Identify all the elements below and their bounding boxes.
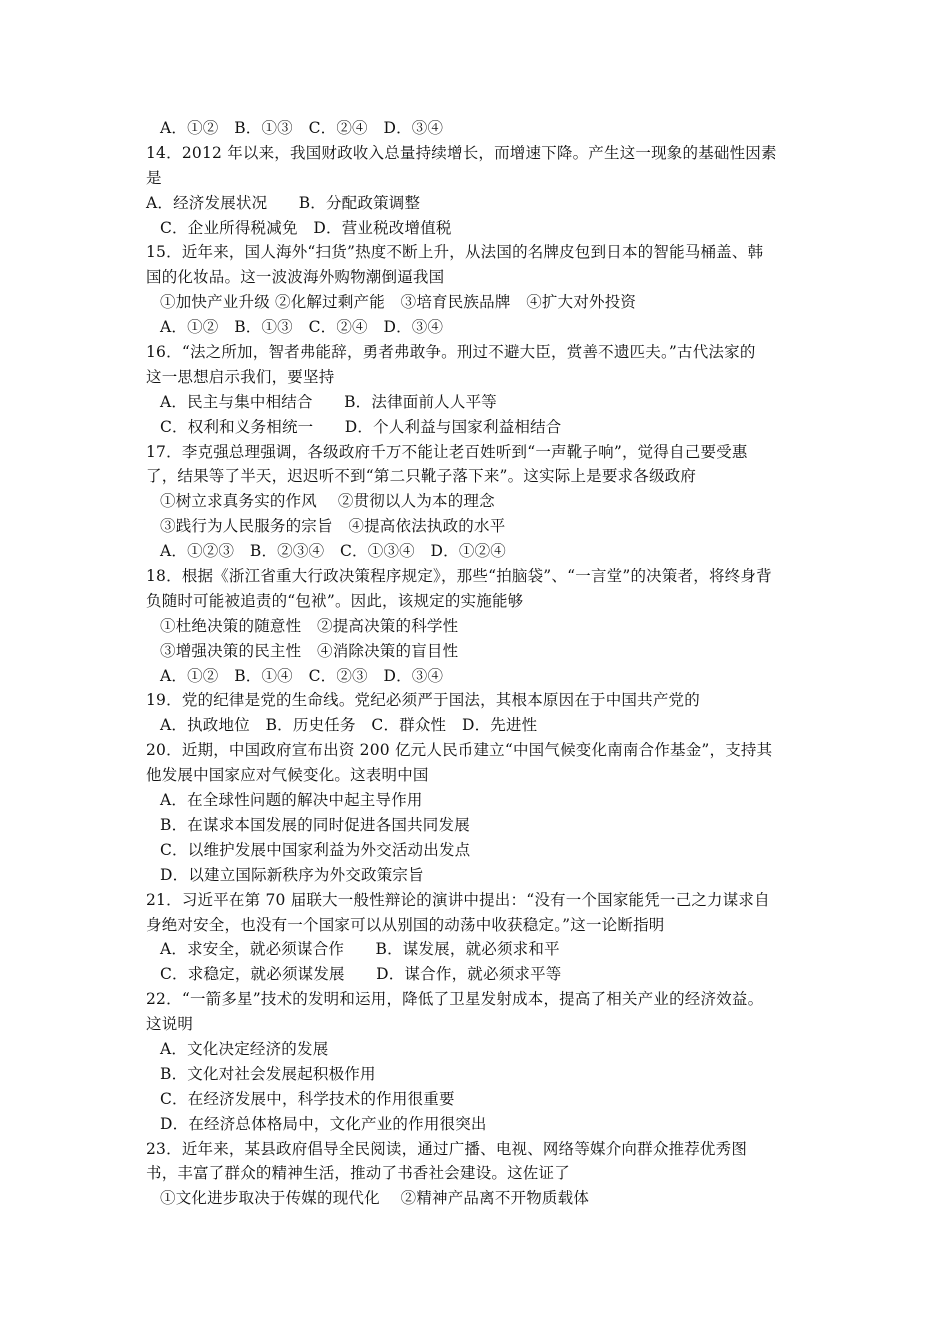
- question-16-options-ab: A．民主与集中相结合 B．法律面前人人平等: [160, 392, 497, 411]
- question-18-stem-cont: 负随时可能被追责的“包袱”。因此，该规定的实施能够: [146, 591, 524, 610]
- question-22-option-b: B．文化对社会发展起积极作用: [160, 1064, 376, 1083]
- question-19-stem: 19．党的纪律是党的生命线。党纪必须严于国法，其根本原因在于中国共产党的: [146, 691, 700, 710]
- question-20-stem: 20．近期，中国政府宣布出资 200 亿元人民币建立“中国气候变化南南合作基金”，支持其: [146, 741, 773, 760]
- question-14-stem-cont: 是: [146, 168, 162, 187]
- question-20-stem-cont: 他发展中国家应对气候变化。这表明中国: [146, 766, 429, 785]
- options-line: A．①② B．①③ C．②④ D．③④: [160, 119, 444, 137]
- question-20-option-a: A．在全球性问题的解决中起主导作用: [160, 791, 423, 810]
- question-22-stem: 22．“一箭多星”技术的发明和运用，降低了卫星发射成本，提高了相关产业的经济效益。: [146, 990, 764, 1009]
- question-20-option-d: D．以建立国际新秩序为外交政策宗旨: [160, 865, 424, 884]
- question-19-options: A．执政地位 B．历史任务 C．群众性 D．先进性: [160, 716, 538, 735]
- question-22-option-d: D．在经济总体格局中，文化产业的作用很突出: [160, 1114, 487, 1133]
- question-16-stem-cont: 这一思想启示我们，要坚持: [146, 367, 335, 386]
- question-16-options-cd: C．权利和义务相统一 D．个人利益与国家利益相结合: [160, 417, 562, 436]
- question-text-block: [146, 116, 810, 1211]
- question-14-options-ab: A．经济发展状况 B．分配政策调整: [146, 193, 421, 212]
- question-18-stem: 18．根据《浙江省重大行政决策程序规定》，那些“拍脑袋”、“一言堂”的决策者，将终身背: [146, 567, 772, 586]
- question-16-stem: 16．“法之所加，智者弗能辞，勇者弗敢争。刑过不避大臣，赏善不遗匹夫。”古代法家的: [146, 343, 756, 362]
- question-14-options-cd: C．企业所得税减免 D．营业税改增值税: [160, 218, 452, 237]
- question-17-stem-cont: 了，结果等了半天，迟迟听不到“第二只靴子落下来”。这实际上是要求各级政府: [146, 467, 697, 486]
- question-18-options: A．①② B．①④ C．②③ D．③④: [160, 666, 444, 685]
- question-23-stem-cont: 书，丰富了群众的精神生活，推动了书香社会建设。这佐证了: [146, 1164, 570, 1183]
- question-17-options: A．①②③ B．②③④ C．①③④ D．①②④: [160, 542, 506, 561]
- question-21-options-cd: C．求稳定，就必须谋发展 D．谋合作，就必须求平等: [160, 965, 562, 984]
- question-15-stem: 15．近年来，国人海外“扫货”热度不断上升，从法国的名牌皮包到日本的智能马桶盖、韩: [146, 243, 764, 262]
- question-15-options: A．①② B．①③ C．②④ D．③④: [160, 318, 444, 337]
- question-15-stem-cont: 国的化妆品。这一波波海外购物潮倒逼我国: [146, 268, 445, 287]
- question-23-stem: 23．近年来，某县政府倡导全民阅读，通过广播、电视、网络等媒介向群众推荐优秀图: [146, 1139, 748, 1158]
- question-20-option-b: B．在谋求本国发展的同时促进各国共同发展: [160, 815, 470, 834]
- question-21-options-ab: A．求安全，就必须谋合作 B．谋发展，就必须求和平: [160, 940, 560, 959]
- question-22-option-a: A．文化决定经济的发展: [160, 1039, 329, 1058]
- question-15-statements: ①加快产业升级 ②化解过剩产能 ③培育民族品牌 ④扩大对外投资: [160, 293, 637, 312]
- question-21-stem-cont: 身绝对安全，也没有一个国家可以从别国的动荡中收获稳定。”这一论断指明: [146, 915, 665, 934]
- question-17-stem: 17．李克强总理强调，各级政府千万不能让老百姓听到“一声靴子响”，觉得自己要受惠: [146, 442, 748, 461]
- question-18-statements-12: ①杜绝决策的随意性 ②提高决策的科学性: [160, 616, 459, 635]
- question-23-statements-12: ①文化进步取决于传媒的现代化 ②精神产品离不开物质载体: [160, 1189, 590, 1208]
- question-21-stem: 21．习近平在第 70 届联大一般性辩论的演讲中提出：“没有一个国家能凭一己之力谋求自: [146, 890, 770, 909]
- question-14-stem: 14．2012 年以来，我国财政收入总量持续增长，而增速下降。产生这一现象的基础性因素: [146, 143, 777, 162]
- question-22-option-c: C．在经济发展中，科学技术的作用很重要: [160, 1089, 455, 1108]
- question-18-statements-34: ③增强决策的民主性 ④消除决策的盲目性: [160, 641, 459, 660]
- question-20-option-c: C．以维护发展中国家利益为外交活动出发点: [160, 840, 471, 859]
- question-22-stem-cont: 这说明: [146, 1015, 194, 1034]
- question-17-statements-12: ①树立求真务实的作风 ②贯彻以人为本的理念: [160, 492, 495, 511]
- question-17-statements-34: ③践行为人民服务的宗旨 ④提高依法执政的水平: [160, 517, 506, 536]
